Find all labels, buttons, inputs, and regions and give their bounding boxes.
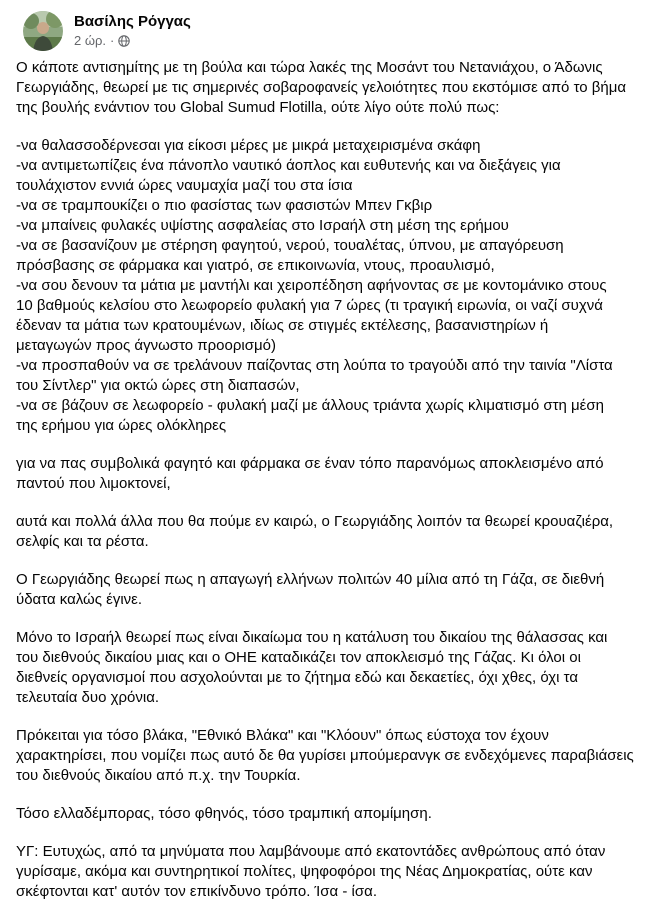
post-timestamp[interactable]: 2 ώρ. (74, 33, 106, 48)
avatar[interactable] (23, 11, 63, 51)
text-line: αυτά και πολλά άλλα που θα πούμε εν καιρώ, ο Γεωργιάδης λοιπόν τα θεωρεί κρουαζιέρα, (16, 513, 614, 530)
text-line: σκέφτονται κατ' αυτόν τον επικίνδυνο τρόπο. Ίσα - ίσα. (16, 883, 377, 900)
text-line: διεθνείς οργανισμοί που ασχολούνται με το ζήτημα εδώ και δεκαετίες, όχι χθες, όχι τα (16, 669, 579, 686)
text-line: Γεωργιάδης, θεωρεί με τις σημερινές σοβαροφανείς γελοιότητες που εκστόμισε από το βήμα (16, 79, 627, 96)
post-paragraph (16, 136, 653, 436)
text-line: χαρακτηρίσει, που νομίζει πως αυτό δε θα γυρίσει μπούμερανγκ σε ενδεχόμενες παραβιάσεις (16, 747, 634, 764)
text-line: πρόσβασης σε φάρμακα και γιατρό, σε επικοινωνία, ντους, προαυλισμό, (16, 257, 495, 274)
post-paragraph (16, 726, 653, 786)
post-paragraph (16, 570, 653, 610)
avatar-image (23, 11, 63, 51)
text-line: του διεθνούς δικαίου μιας και ο ΟΗΕ καταδικάζει τον αποκλεισμό της Γάζας. Κι όλοι οι (16, 649, 581, 666)
text-line: γυρίσαμε, ακόμα και συντηρητικοί πολίτες, ψηφοφόροι της Νέας Δημοκρατίας, ούτε καν (16, 863, 593, 880)
author-name[interactable]: Βασίλης Ρόγγας (74, 13, 191, 30)
text-line: 10 βαθμούς κελσίου στο λεωφορείο φυλακή για 7 ώρες (τι τραγική ειρωνία, οι ναζί συχνά (16, 297, 603, 314)
text-line: ΥΓ: Ευτυχώς, από τα μηνύματα που λαμβάνουμε από εκατοντάδες ανθρώπους από όταν (16, 843, 606, 860)
text-line: σελφίς και τα ρέστα. (16, 533, 149, 550)
text-line: -να σε βάζουν σε λεωφορείο - φυλακή μαζί με άλλους τριάντα χωρίς κλιματισμό στη μέση (16, 397, 604, 414)
text-line: Τόσο ελλαδέμπορας, τόσο φθηνός, τόσο τραμπική απομίμηση. (16, 805, 432, 822)
post-paragraph (16, 804, 653, 824)
text-line: -να θαλασσοδέρνεσαι για είκοσι μέρες με μικρά μεταχειρισμένα σκάφη (16, 137, 481, 154)
post-paragraph (16, 454, 653, 494)
text-line: της ερήμου για ώρες ολόκληρες (16, 417, 227, 434)
text-line: -να αντιμετωπίζεις ένα πάνοπλο ναυτικό άοπλος και ευθυτενής και να διεξάγεις για (16, 157, 561, 174)
text-line: -να σε βασανίζουν με στέρηση φαγητού, νερού, τουαλέτας, ύπνου, με απαγόρευση (16, 237, 564, 254)
post-subline (74, 32, 191, 50)
text-line: του Σίντλερ" για οκτώ ώρες στη διαπασών, (16, 377, 300, 394)
post-paragraph (16, 58, 653, 118)
text-line: Ο κάποτε αντισημίτης με τη βούλα και τώρα λακές της Μοσάντ του Νετανιάχου, ο Άδωνις (16, 59, 603, 76)
post-paragraph (16, 628, 653, 708)
text-line: Πρόκειται για τόσο βλάκα, "Εθνικό Βλάκα" και "Κλόουν" όπως εύστοχα τον έχουν (16, 727, 549, 744)
text-line: -να σου δενουν τα μάτια με μαντήλι και χειροπέδηση αφήνοντας σε με κοντομάνικο στους (16, 277, 607, 294)
text-line: τελευταία δυο χρόνια. (16, 689, 160, 706)
text-line: μεταγωγών προς άγνωστο προορισμό) (16, 337, 276, 354)
text-line: ύδατα καλώς έγινε. (16, 591, 143, 608)
text-line: της βουλής ενάντιον του Global Sumud Flotilla, ούτε λίγο ούτε πολύ πως: (16, 99, 500, 116)
globe-icon[interactable] (118, 35, 130, 47)
text-line: του διεθνούς δικαίου από π.χ. την Τουρκία. (16, 767, 301, 784)
post-paragraph (16, 512, 653, 552)
post-meta (74, 12, 191, 50)
text-line: τουλάχιστον εννιά ώρες ναυμαχία μαζί του στα ίσια (16, 177, 353, 194)
post-header (16, 0, 653, 58)
text-line: Ο Γεωργιάδης θεωρεί πως η απαγωγή ελλήνων πολιτών 40 μίλια από τη Γάζα, σε διεθνή (16, 571, 605, 588)
text-line: για να πας συμβολικά φαγητό και φάρμακα σε έναν τόπο παρανόμως αποκλεισμένο από (16, 455, 604, 472)
separator-dot: · (110, 33, 115, 48)
text-line: -να προσπαθούν να σε τρελάνουν παίζοντας στη λούπα το τραγούδι από την ταινία "Λίστα (16, 357, 613, 374)
text-line: Μόνο το Ισραήλ θεωρεί πως είναι δικαίωμα του η κατάλυση του δικαίου της θάλασσας και (16, 629, 608, 646)
text-line: έδεναν τα μάτια των κρατουμένων, ιδίως σε στιγμές εκτέλεσης, βασανιστηρίων ή (16, 317, 549, 334)
text-line: -να σε τραμπουκίζει ο πιο φασίστας των φασιστών Μπεν Γκβιρ (16, 197, 433, 214)
post-body (16, 58, 653, 902)
text-line: -να μπαίνεις φυλακές υψίστης ασφαλείας στο Ισραήλ στη μέση της ερήμου (16, 217, 509, 234)
text-line: παντού που λιμοκτονεί, (16, 475, 171, 492)
post-paragraph (16, 842, 653, 902)
